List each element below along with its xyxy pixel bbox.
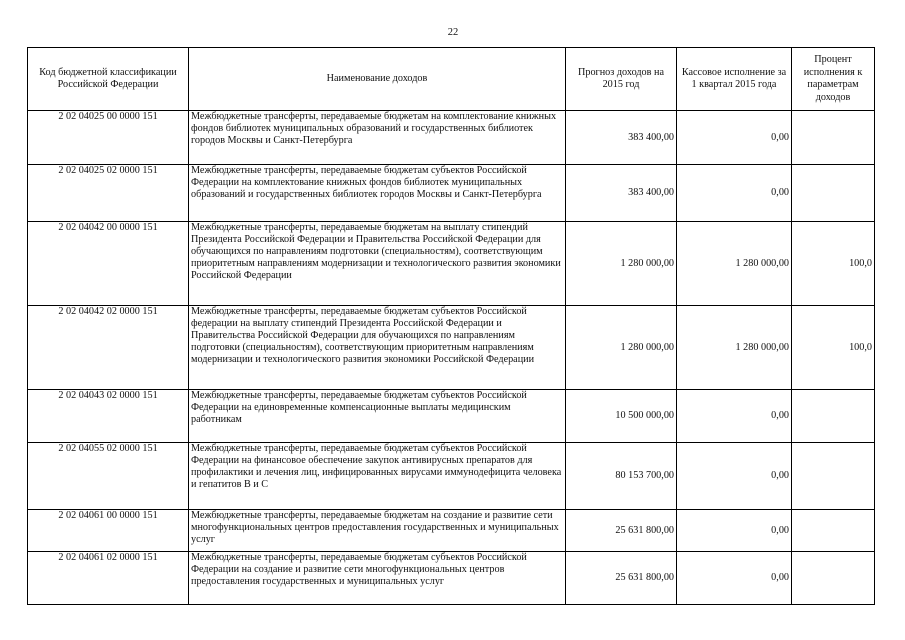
row-code: 2 02 04043 02 0000 151 [28,390,189,443]
row-forecast: 25 631 800,00 [566,552,677,605]
header-forecast: Прогноз доходов на 2015 год [566,48,677,111]
row-execution: 0,00 [677,552,792,605]
row-percent [792,443,875,510]
table-header-row [28,48,875,111]
row-code: 2 02 04025 00 0000 151 [28,111,189,165]
row-forecast: 25 631 800,00 [566,510,677,552]
header-name: Наименование доходов [189,48,566,111]
page-number: 22 [447,27,459,38]
row-execution: 0,00 [677,510,792,552]
row-execution: 0,00 [677,165,792,222]
row-execution: 0,00 [677,390,792,443]
row-name: Межбюджетные трансферты, передаваемые бюджетам субъектов Российской федерации на выплату стипендий Президента Российской Федерации и Правительства Российской Федерации для обучающихся по направлениям подготовки (специальностям), соответствующим приоритетным направлениям модернизации и технологического развития экономики Российской Федерации [189,306,566,390]
row-name: Межбюджетные трансферты, передаваемые бюджетам на комплектование книжных фондов библиотек муниципальных образований и государственных библиотек городов Москвы и Санкт-Петербурга [189,111,566,165]
row-forecast: 80 153 700,00 [566,443,677,510]
row-name: Межбюджетные трансферты, передаваемые бюджетам субъектов Российской Федерации на единовременные компенсационные выплаты медицинским работникам [189,390,566,443]
row-percent [792,510,875,552]
row-execution: 1 280 000,00 [677,222,792,306]
row-code: 2 02 04042 02 0000 151 [28,306,189,390]
row-execution: 0,00 [677,443,792,510]
row-forecast: 383 400,00 [566,111,677,165]
row-percent [792,165,875,222]
row-name: Межбюджетные трансферты, передаваемые бюджетам субъектов Российской Федерации на комплектование книжных фондов библиотек муниципальных образований и государственных библиотек городов Москвы и Санкт-Петербурга [189,165,566,222]
table-row [28,390,875,443]
row-name: Межбюджетные трансферты, передаваемые бюджетам субъектов Российской Федерации на создание и развитие сети многофункциональных центров предоставления государственных и муниципальных услуг [189,552,566,605]
row-code: 2 02 04025 02 0000 151 [28,165,189,222]
row-code: 2 02 04061 00 0000 151 [28,510,189,552]
row-percent: 100,0 [792,222,875,306]
row-forecast: 1 280 000,00 [566,222,677,306]
row-name: Межбюджетные трансферты, передаваемые бюджетам на создание и развитие сети многофункциональных центров предоставления государственных и муниципальных услуг [189,510,566,552]
row-code: 2 02 04042 00 0000 151 [28,222,189,306]
table-row [28,510,875,552]
table-row [28,306,875,390]
row-forecast: 1 280 000,00 [566,306,677,390]
row-execution: 0,00 [677,111,792,165]
table-row [28,443,875,510]
header-percent: Процент исполнения к параметрам доходов [792,48,875,111]
row-execution: 1 280 000,00 [677,306,792,390]
row-forecast: 383 400,00 [566,165,677,222]
revenue-table [27,47,875,605]
table-row [28,222,875,306]
row-name: Межбюджетные трансферты, передаваемые бюджетам субъектов Российской Федерации на финансовое обеспечение закупок антивирусных препаратов для профилактики и лечения лиц, инфицированных вирусами иммунодефицита человека и гепатитов В и С [189,443,566,510]
row-code: 2 02 04061 02 0000 151 [28,552,189,605]
row-name: Межбюджетные трансферты, передаваемые бюджетам на выплату стипендий Президента Российской Федерации и Правительства Российской Федерации для обучающихся по направлениям подготовки (специальностям), соответствующим приоритетным направлениям модернизации и технологического развития экономики Российской Федерации [189,222,566,306]
row-code: 2 02 04055 02 0000 151 [28,443,189,510]
row-percent [792,111,875,165]
row-percent [792,552,875,605]
table-row [28,552,875,605]
header-code: Код бюджетной классификации Российской Федерации [28,48,189,111]
table-row [28,165,875,222]
table-row [28,111,875,165]
row-percent [792,390,875,443]
row-forecast: 10 500 000,00 [566,390,677,443]
row-percent: 100,0 [792,306,875,390]
header-execution: Кассовое исполнение за 1 квартал 2015 года [677,48,792,111]
